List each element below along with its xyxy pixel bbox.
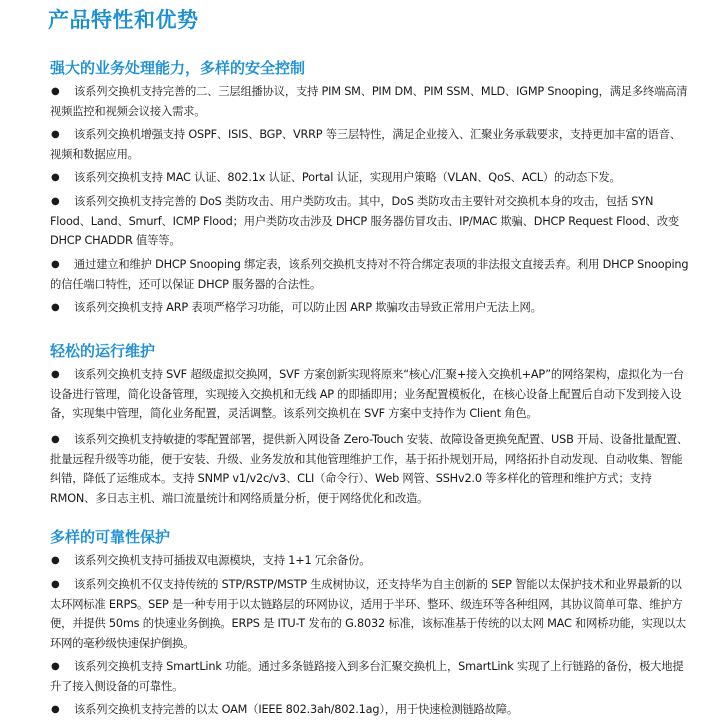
section-heading-reliability: 多样的可靠性保护 [50, 528, 171, 546]
section-heading-maintenance: 轻松的运行维护 [50, 342, 156, 360]
bullet-item [50, 365, 690, 424]
bullet-item [50, 700, 690, 720]
bullet-icon: ● [51, 86, 60, 97]
bullet-icon: ● [51, 369, 60, 380]
bullet-item [50, 575, 690, 653]
bullet-item [50, 82, 690, 121]
bullet-text: 该系列交换机支持 MAC 认证、802.1x 认证、Portal 认证，实现用户策略（VLAN、QoS、ACL）的动态下发。 [74, 171, 621, 184]
bullet-icon: ● [51, 129, 60, 140]
bullet-text: 该系列交换机支持敏捷的零配置部署，提供新入网设备 Zero-Touch 安装、故障设备更换免配置、USB 开局、设备批量配置、批量远程升级等功能，便于安装、升级、业务发放和其他管理维护工作，基于拓扑规划开局，网络拓扑自动发现、自动收集、智能纠错，降低了运维成本。支持 SNMP v1/v2c/v3、CLI（命令行）、Web 网管、SSHv2.0 等多样化的管理和维护方式；支持 RMON、多日志主机、端口流量统计和网络质量分析，便于网络优化和改造。 [50, 433, 688, 505]
bullet-text: 该系列交换机支持完善的二、三层组播协议，支持 PIM SM、PIM DM、PIM SSM、MLD、IGMP Snooping，满足多终端高清视频监控和视频会议接入需求。 [50, 85, 688, 118]
bullet-icon: ● [51, 704, 60, 715]
bullet-text: 该系列交换机支持 ARP 表项严格学习功能，可以防止因 ARP 欺骗攻击导致正常用户无法上网。 [74, 301, 542, 314]
bullet-text: 该系列交换机增强支持 OSPF、ISIS、BGP、VRRP 等三层特性，满足企业接入、汇聚业务承载要求，支持更加丰富的语音、视频和数据应用。 [50, 128, 681, 161]
bullet-text: 该系列交换机支持 SVF 超级虚拟交换网，SVF 方案创新实现将原来“核心/汇聚+接入交换机+AP”的网络架构，虚拟化为一台设备进行管理，简化设备管理，实现接入交换机和无线 AP 的即插即用；业务配置模板化，在核心设备上配置后自动下发到接入设备，实现集中管理，简化业务配置，灵活调整。该系列交换机在 SVF 方案中支持作为 Client 角色。 [50, 368, 685, 420]
bullet-text: 该系列交换机不仅支持传统的 STP/RSTP/MSTP 生成树协议，还支持华为自主创新的 SEP 智能以太保护技术和业界最新的以太环网标准 ERPS。SEP 是一种专用于以太链路层的环网协议，适用于半环、整环、级连环等各种组网，其协议简单可靠、维护方便，并提供 50ms 的快速业务倒换。ERPS 是 ITU-T 发布的 G.8032 标准，该标准基于传统的以太网 MAC 和网桥功能，实现以太环网的毫秒级快速保护倒换。 [50, 578, 687, 650]
bullet-item [50, 657, 690, 696]
bullet-item [50, 430, 690, 508]
bullet-icon: ● [51, 172, 60, 183]
bullet-icon: ● [51, 579, 60, 590]
bullet-icon: ● [51, 302, 60, 313]
section-heading-security: 强大的业务处理能力，多样的安全控制 [50, 59, 306, 77]
bullet-text: 该系列交换机支持完善的 DoS 类防攻击、用户类防攻击。其中，DoS 类防攻击主要针对交换机本身的攻击，包括 SYN Flood、Land、Smurf、ICMP Flood；用户类防攻击涉及 DHCP 服务器仿冒攻击、IP/MAC 欺骗、DHCP Request Flood、改变 DHCP CHADDR 值等等。 [50, 195, 680, 247]
bullet-icon: ● [51, 661, 60, 672]
bullet-text: 通过建立和维护 DHCP Snooping 绑定表，该系列交换机支持对不符合绑定表项的非法报文直接丢弃。利用 DHCP Snooping 的信任端口特性，还可以保证 DHCP 服务器的合法性。 [50, 258, 689, 291]
bullet-icon: ● [51, 555, 60, 566]
bullet-text: 该系列交换机支持 SmartLink 功能。通过多条链路接入到多台汇聚交换机上，SmartLink 实现了上行链路的备份，极大地提升了接入侧设备的可靠性。 [50, 660, 684, 693]
bullet-icon: ● [51, 196, 60, 207]
bullet-item [50, 255, 690, 294]
bullet-item [50, 125, 690, 164]
bullet-text: 该系列交换机支持可插拔双电源模块，支持 1+1 冗余备份。 [74, 554, 371, 567]
bullet-item [50, 168, 690, 188]
page-title: 产品特性和优势 [48, 8, 199, 32]
bullet-icon: ● [51, 434, 60, 445]
bullet-item [50, 298, 690, 318]
bullet-icon: ● [51, 259, 60, 270]
bullet-item [50, 551, 690, 571]
bullet-text: 该系列交换机支持完善的以太 OAM（IEEE 802.3ah/802.1ag），用于快速检测链路故障。 [74, 703, 518, 716]
bullet-item [50, 192, 690, 251]
